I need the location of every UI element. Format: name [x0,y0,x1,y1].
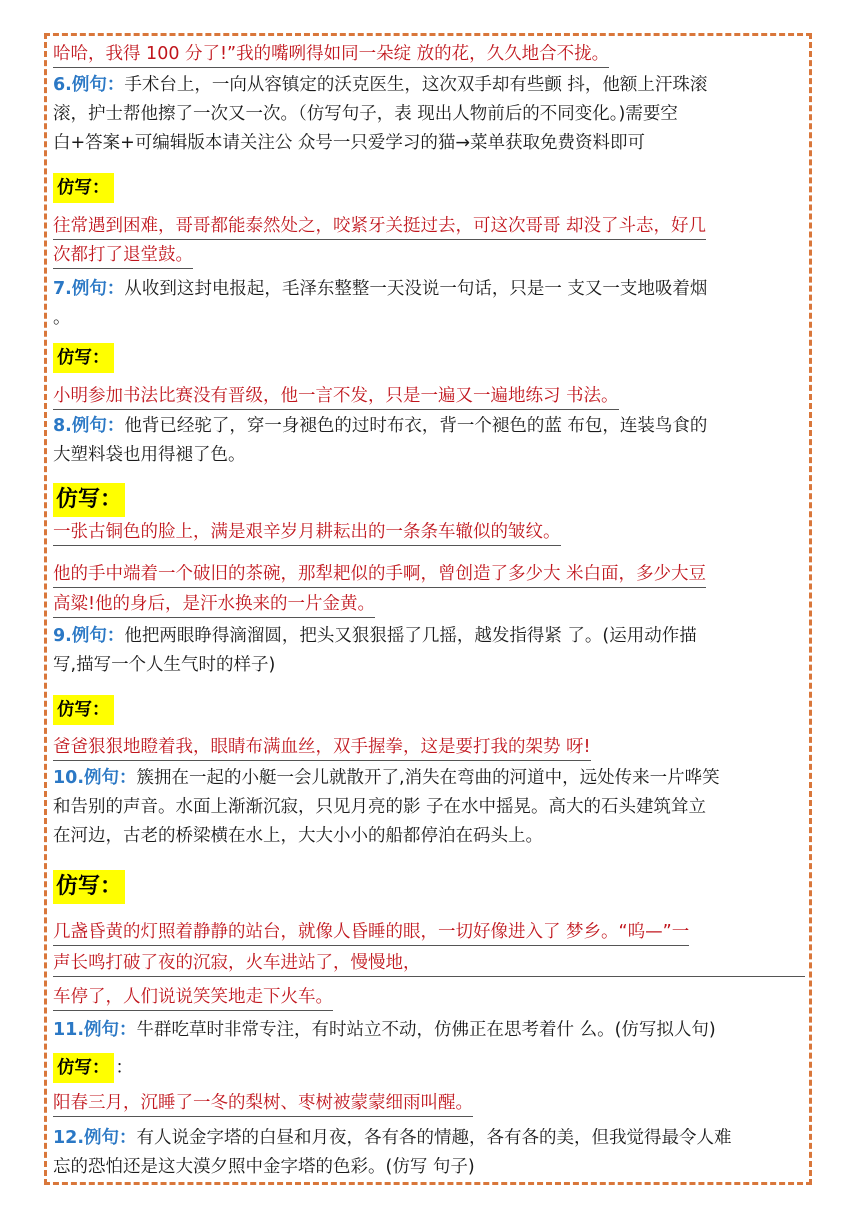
example-text: 他把两眼睁得滴溜圆，把头又狠狠摇了几摇，越发指得紧 了。(运用动作描 [124,626,697,646]
answer-text: 高粱!他的身后，是汗水换来的一片金黄。 [53,592,375,618]
answer-text: 次都打了退堂鼓。 [53,243,193,269]
answer-line [53,983,333,1011]
example-number-label: 12.例句： [53,1128,137,1148]
answer-text: 声长鸣打破了夜的沉寂，火车进站了，慢慢地， [53,951,805,977]
example-text: 写,描写一个人生气时的样子) [53,655,276,675]
imitation-heading-label: 仿写： [53,1053,114,1083]
example-number-label: 10.例句： [53,768,137,788]
imitation-heading-line [53,870,125,906]
answer-line [53,382,619,410]
imitation-heading-line [53,1050,133,1086]
example-text: 白+答案+可编辑版本请关注公 众号一只爱学习的猫→菜单获取免费资料即可 [53,133,646,153]
example-text: 和告别的声音。水面上渐渐沉寂，只见月亮的影 子在水中摇晃。高大的石头建筑耸立 [53,797,707,817]
example-continuation-line [53,100,678,128]
example-number-label: 8.例句： [53,416,125,436]
answer-line [53,560,706,588]
example-continuation-line [53,793,706,821]
imitation-heading-colon: ： [115,1058,133,1078]
example-text: 有人说金字塔的白昼和月夜，各有各的情趣，各有各的美，但我觉得最令人难 [136,1128,732,1148]
example-line [53,71,707,99]
example-text: 滚，护士帮他擦了一次又一次。（仿写句子，表 现出人物前后的不同变化。)需要空 [53,104,678,124]
example-line [53,764,720,792]
answer-text: 几盏昏黄的灯照着静静的站台，就像人昏睡的眼，一切好像进入了 梦乡。“呜—”一 [53,920,689,946]
example-text: 。 [53,308,71,328]
imitation-heading-line [53,340,114,376]
example-text: 簇拥在一起的小艇一会儿就散开了,消失在弯曲的河道中，远处传来一片哗笑 [136,768,720,788]
example-text: 从收到这封电报起，毛泽东整整一天没说一句话，只是一 支又一支地吸着烟 [124,279,708,299]
imitation-heading-label: 仿写： [53,483,125,517]
answer-text: 爸爸狠狠地瞪着我，眼睛布满血丝，双手握拳，这是要打我的架势 呀! [53,735,591,761]
answer-line [53,733,591,761]
example-text: 在河边，古老的桥梁横在水上，大大小小的船都停泊在码头上。 [53,826,543,846]
example-line [53,275,707,303]
example-continuation-line [53,822,543,850]
answer-line [53,1089,473,1117]
imitation-heading-label: 仿写： [53,343,114,373]
imitation-heading-label: 仿写： [53,173,114,203]
example-continuation-line [53,304,71,332]
example-text: 手术台上，一向从容镇定的沃克医生，这次双手却有些颤 抖，他额上汗珠滚 [124,75,708,95]
example-continuation-line [53,1153,475,1181]
answer-line [53,951,805,979]
imitation-heading-line [53,483,125,519]
example-continuation-line [53,441,246,469]
answer-line [53,518,561,546]
answer-line [53,590,375,618]
answer-text: 小明参加书法比赛没有晋级，他一言不发，只是一遍又一遍地练习 书法。 [53,384,619,410]
answer-line [53,241,193,269]
example-line [53,1016,716,1044]
example-number-label: 7.例句： [53,279,125,299]
example-text: 忘的恐怕还是这大漠夕照中金字塔的色彩。(仿写 句子) [53,1157,475,1177]
example-number-label: 11.例句： [53,1020,137,1040]
imitation-heading-label: 仿写： [53,870,125,904]
example-line [53,1124,732,1152]
answer-text: 哈哈，我得 100 分了!”我的嘴咧得如同一朵绽 放的花，久久地合不拢。 [53,42,609,68]
answer-line [53,212,706,240]
example-text: 牛群吃草时非常专注，有时站立不动，仿佛正在思考着什 么。(仿写拟人句) [136,1020,716,1040]
answer-text: 一张古铜色的脸上，满是艰辛岁月耕耘出的一条条车辙似的皱纹。 [53,520,561,546]
example-text: 他背已经驼了，穿一身褪色的过时布衣，背一个褪色的蓝 布包，连装鸟食的 [124,416,708,436]
example-continuation-line [53,129,645,157]
answer-line [53,40,609,68]
imitation-heading-label: 仿写： [53,695,114,725]
answer-text: 他的手中端着一个破旧的茶碗，那犁耙似的手啊，曾创造了多少大 米白面，多少大豆 [53,562,706,588]
example-continuation-line [53,651,275,679]
example-number-label: 6.例句： [53,75,125,95]
example-line [53,622,697,650]
answer-text: 车停了，人们说说笑笑地走下火车。 [53,985,333,1011]
example-line [53,412,707,440]
answer-line [53,918,689,946]
imitation-heading-line [53,692,114,728]
example-text: 大塑料袋也用得褪了色。 [53,445,246,465]
example-number-label: 9.例句： [53,626,125,646]
answer-text: 往常遇到困难，哥哥都能泰然处之，咬紧牙关挺过去，可这次哥哥 却没了斗志，好几 [53,214,706,240]
answer-text: 阳春三月，沉睡了一冬的梨树、枣树被蒙蒙细雨叫醒。 [53,1091,473,1117]
imitation-heading-line [53,170,114,206]
